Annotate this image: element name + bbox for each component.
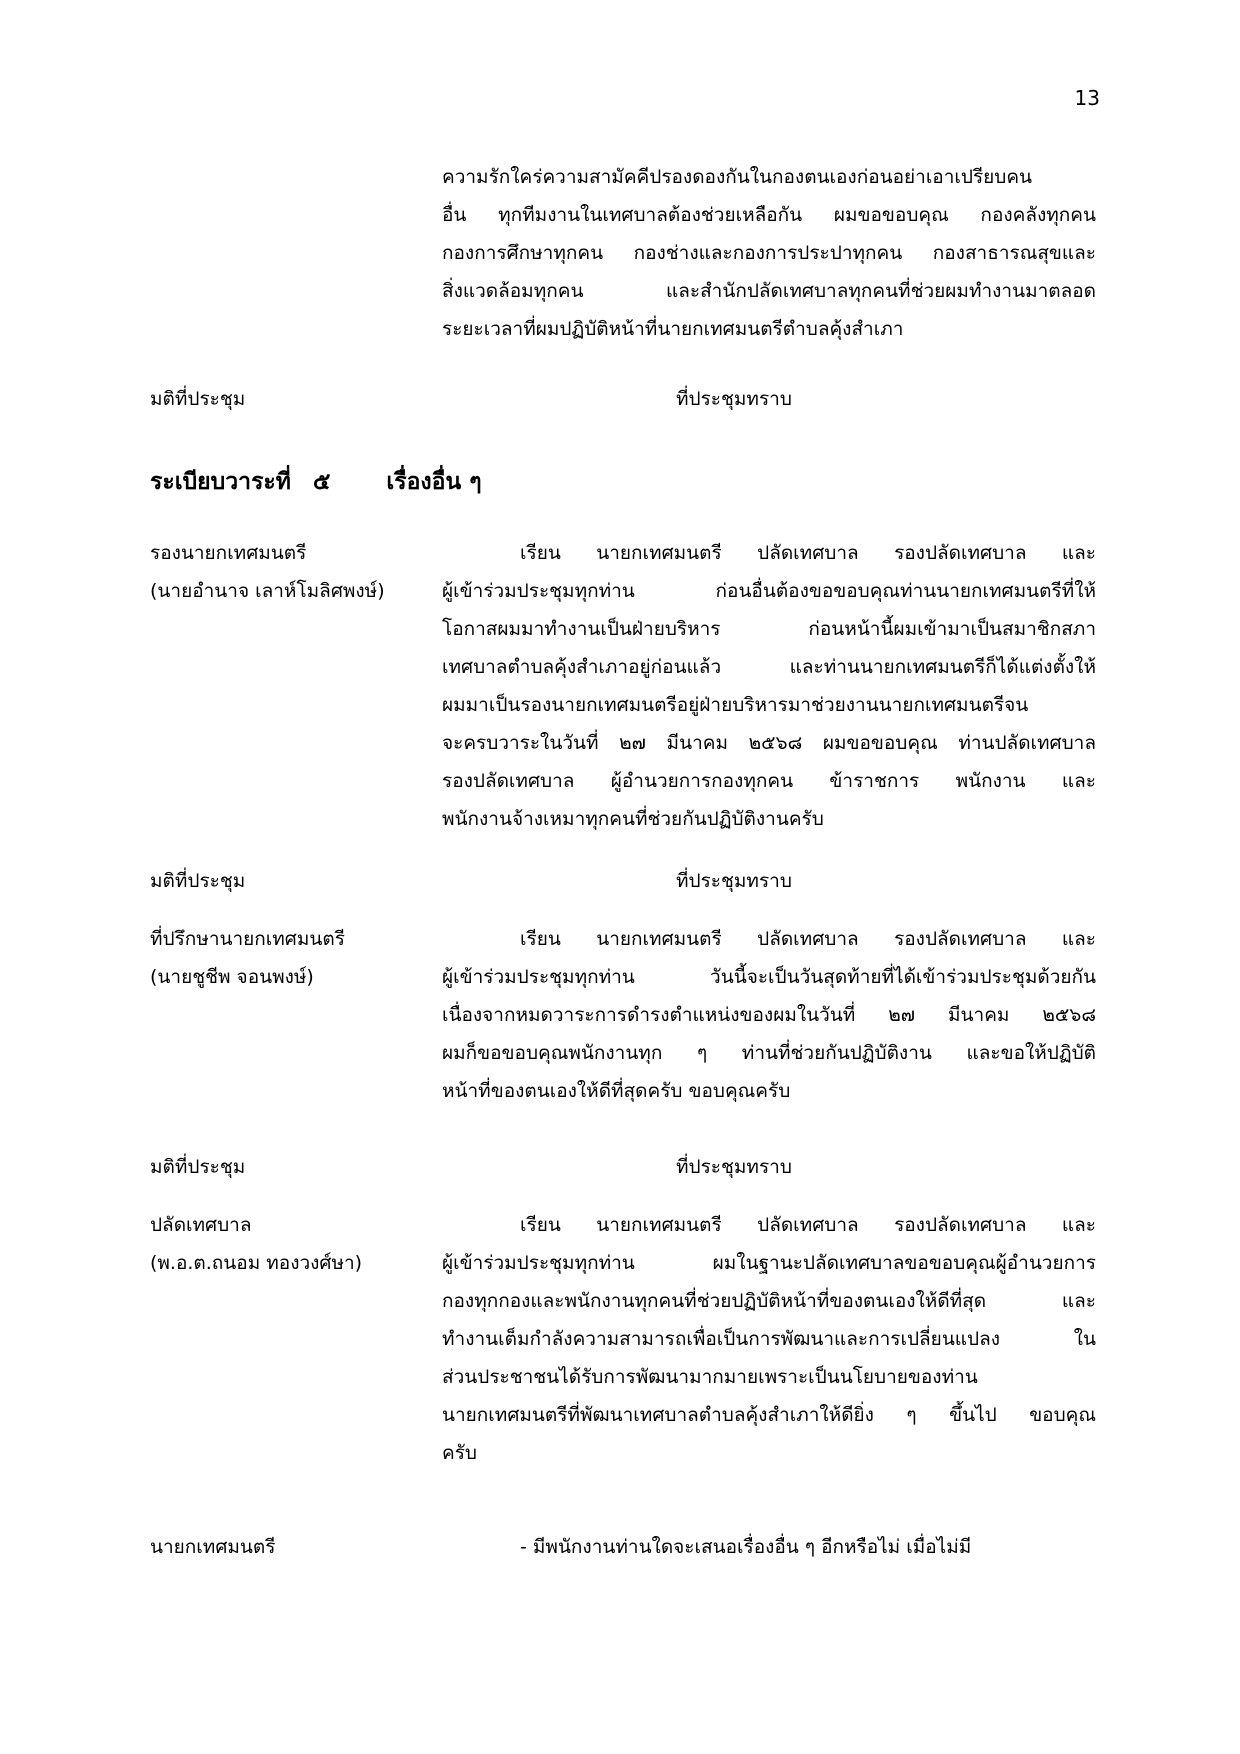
text-line: เรียน นายกเทศมนตรี ปลัดเทศบาล รองปลัดเทศบาล และ (520, 928, 1096, 950)
agenda-number: ๕ (312, 469, 331, 495)
agenda-heading (150, 462, 482, 502)
resolution-text: ที่ประชุมทราบ (676, 388, 792, 410)
resolution-label: มติที่ประชุม (150, 1156, 246, 1178)
text-line: นายกเทศมนตรีที่พัฒนาเทศบาลตำบลคุ้งสำเภาให้ดียิ่ง ๆ ขึ้นไป ขอบคุณ (442, 1404, 1096, 1426)
page-number: 13 (1074, 86, 1100, 110)
text-line: ระยะเวลาที่ผมปฏิบัติหน้าที่นายกเทศมนตรีตำบลคุ้งสำเภา (442, 318, 904, 340)
speaker-name: (นายอำนาจ เลาห์โมลิศพงษ์) (150, 580, 385, 602)
agenda-label: ระเบียบวาระที่ (150, 469, 291, 495)
resolution-label: มติที่ประชุม (150, 870, 246, 892)
resolution-label: มติที่ประชุม (150, 388, 246, 410)
text-line: - มีพนักงานท่านใดจะเสนอเรื่องอื่น ๆ อีกหรือไม่ เมื่อไม่มี (520, 1536, 972, 1558)
text-line: รองปลัดเทศบาล ผู้อำนวยการกองทุกคน ข้าราชการ พนักงาน และ (442, 770, 1096, 792)
resolution-text: ที่ประชุมทราบ (676, 870, 792, 892)
text-line: ทำงานเต็มกำลังความสามารถเพื่อเป็นการพัฒนาและการเปลี่ยนแปลง ใน (442, 1328, 1096, 1350)
text-line: ผู้เข้าร่วมประชุมทุกท่าน วันนี้จะเป็นวันสุดท้ายที่ได้เข้าร่วมประชุมด้วยกัน (442, 966, 1096, 988)
text-line: ผมก็ขอขอบคุณพนักงานทุก ๆ ท่านที่ช่วยกันปฏิบัติงาน และขอให้ปฏิบัติ (442, 1042, 1096, 1064)
resolution-text: ที่ประชุมทราบ (676, 1156, 792, 1178)
text-line: ส่วนประชาชนได้รับการพัฒนามากมายเพราะเป็นนโยบายของท่าน (442, 1366, 978, 1388)
text-line: กองทุกกองและพนักงานทุกคนที่ช่วยปฏิบัติหน้าที่ของตนเองให้ดีที่สุด และ (442, 1290, 1096, 1312)
text-line: ผู้เข้าร่วมประชุมทุกท่าน ก่อนอื่นต้องขอขอบคุณท่านนายกเทศมนตรีที่ให้ (442, 580, 1096, 602)
text-line: ผู้เข้าร่วมประชุมทุกท่าน ผมในฐานะปลัดเทศบาลขอขอบคุณผู้อำนวยการ (442, 1252, 1096, 1274)
text-line: เรียน นายกเทศมนตรี ปลัดเทศบาล รองปลัดเทศบาล และ (520, 1214, 1096, 1236)
text-line: สิ่งแวดล้อมทุกคน และสำนักปลัดเทศบาลทุกคนที่ช่วยผมทำงานมาตลอด (442, 280, 1096, 302)
text-line: ผมมาเป็นรองนายกเทศมนตรีอยู่ฝ่ายบริหารมาช่วยงานนายกเทศมนตรีจน (442, 694, 1029, 716)
text-line: ความรักใคร่ความสามัคคีปรองดองกันในกองตนเองก่อนอย่าเอาเปรียบคน (442, 166, 1033, 188)
speaker-role: รองนายกเทศมนตรี (150, 542, 307, 564)
speaker-role: นายกเทศมนตรี (150, 1536, 276, 1558)
text-line: พนักงานจ้างเหมาทุกคนที่ช่วยกันปฏิบัติงานครับ (442, 808, 824, 830)
agenda-title: เรื่องอื่น ๆ (386, 469, 482, 495)
text-line: โอกาสผมมาทำงานเป็นฝ่ายบริหาร ก่อนหน้านี้ผมเข้ามาเป็นสมาชิกสภา (442, 618, 1096, 640)
speaker-name: (พ.อ.ต.ถนอม ทองวงศ์ษา) (150, 1252, 363, 1274)
text-line: หน้าที่ของตนเองให้ดีที่สุดครับ ขอบคุณครับ (442, 1080, 791, 1102)
text-line: เนื่องจากหมดวาระการดำรงตำแหน่งของผมในวันที่ ๒๗ มีนาคม ๒๕๖๘ (442, 1004, 1096, 1026)
speaker-role: ปลัดเทศบาล (150, 1214, 252, 1236)
speaker-role: ที่ปรึกษานายกเทศมนตรี (150, 928, 345, 950)
text-line: อื่น ทุกทีมงานในเทศบาลต้องช่วยเหลือกัน ผมขอขอบคุณ กองคลังทุกคน (442, 204, 1096, 226)
text-line: ครับ (442, 1442, 477, 1464)
speaker-name: (นายชูชีพ จอนพงษ์) (150, 966, 314, 988)
text-line: จะครบวาระในวันที่ ๒๗ มีนาคม ๒๕๖๘ ผมขอขอบคุณ ท่านปลัดเทศบาล (442, 732, 1096, 754)
text-line: เรียน นายกเทศมนตรี ปลัดเทศบาล รองปลัดเทศบาล และ (520, 542, 1096, 564)
text-line: เทศบาลตำบลคุ้งสำเภาอยู่ก่อนแล้ว และท่านนายกเทศมนตรีก็ได้แต่งตั้งให้ (442, 656, 1096, 678)
text-line: กองการศึกษาทุกคน กองช่างและกองการประปาทุกคน กองสาธารณสุขและ (442, 242, 1096, 264)
